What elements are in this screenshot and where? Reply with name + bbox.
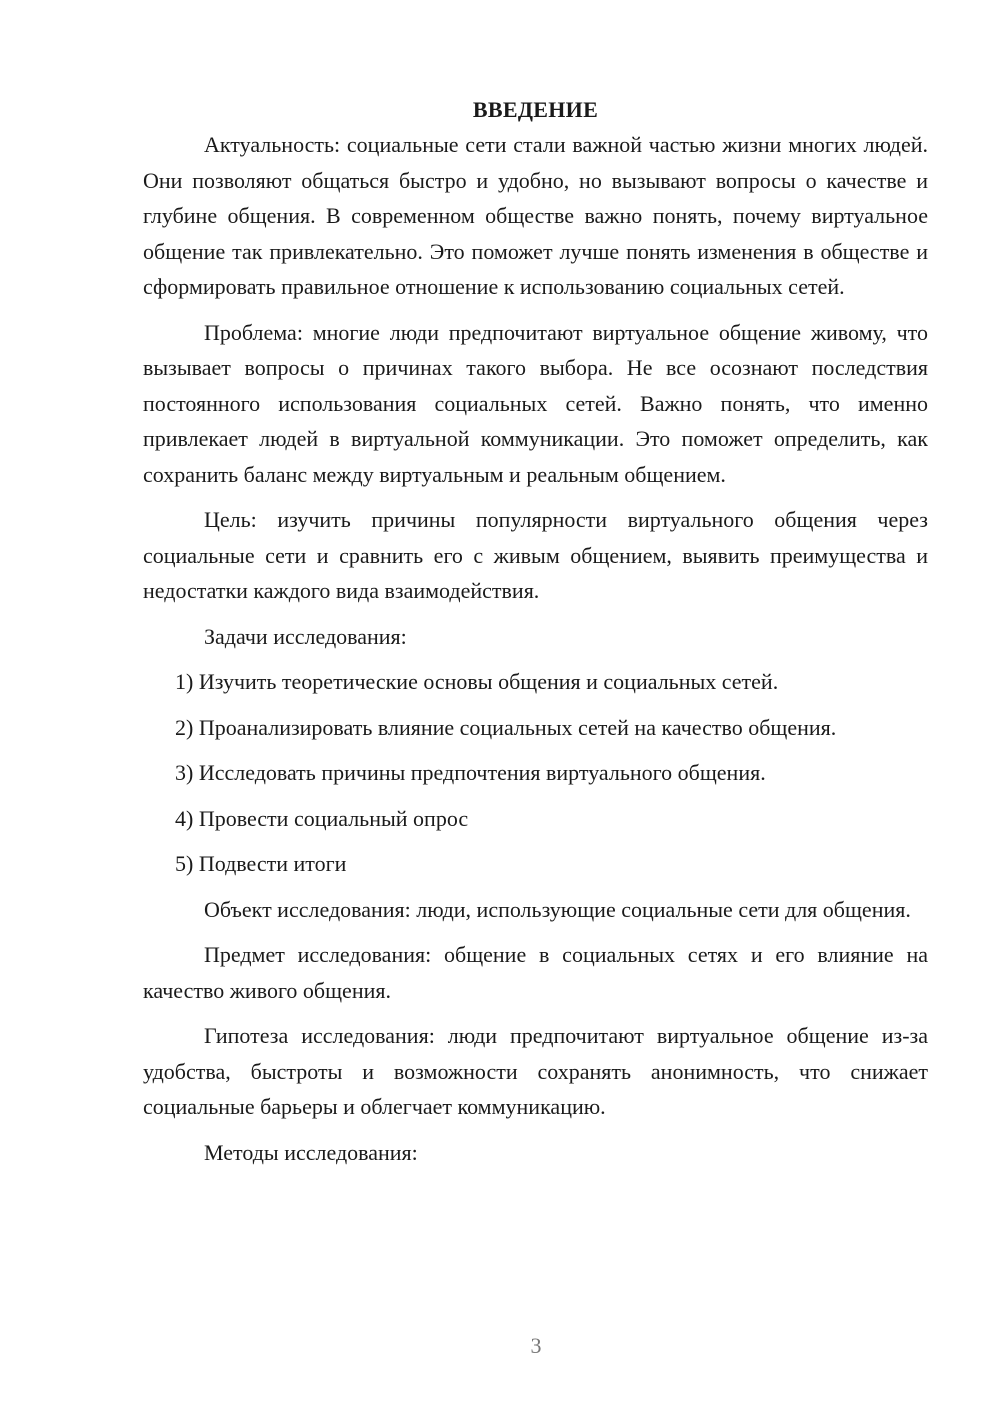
- document-page: [143, 92, 928, 1180]
- page-number: 3: [530, 1333, 542, 1358]
- list-item: 5) Подвести итоги: [175, 851, 347, 876]
- paragraph-object: Объект исследования: люди, использующие социальные сети для общения.: [204, 896, 911, 922]
- paragraph-problem: Проблема: многие люди предпочитают виртуальное общение живому, что вызывает вопросы о причинах такого выбора. Не все осознают последствия постоянного использования социальных сетей. Важно понять, что именно привлекает людей в виртуальной коммуникации. Это поможет определить, как сохранить баланс между виртуальным и реальным общением.: [143, 319, 928, 487]
- list-item: 3) Исследовать причины предпочтения виртуального общения.: [175, 760, 766, 785]
- paragraph-subject: Предмет исследования: общение в социальных сетях и его влияние на качество живого общения.: [143, 942, 928, 1003]
- list-item: 1) Изучить теоретические основы общения и социальных сетей.: [175, 669, 779, 694]
- page-title: ВВЕДЕНИЕ: [472, 97, 599, 122]
- list-item: 2) Проанализировать влияние социальных сетей на качество общения.: [175, 714, 837, 740]
- paragraph-goal: Цель: изучить причины популярности виртуального общения через социальные сети и сравнить его с живым общением, выявить преимущества и недостатки каждого вида взаимодействия.: [143, 507, 928, 603]
- paragraph-relevance: Актуальность: социальные сети стали важной частью жизни многих людей. Они позволяют общаться быстро и удобно, но вызывают вопросы о качестве и глубине общения. В современном обществе важно понять, почему виртуальное общение так привлекательно. Это поможет лучше понять изменения в обществе и сформировать правильное отношение к использованию социальных сетей.: [143, 132, 928, 299]
- list-item: 4) Провести социальный опрос: [175, 805, 469, 831]
- tasks-heading: Задачи исследования:: [204, 623, 407, 649]
- methods-heading: Методы исследования:: [204, 1139, 418, 1165]
- paragraph-hypothesis: Гипотеза исследования: люди предпочитают виртуальное общение из-за удобства, быстроты и возможности сохранять анонимность, что снижает социальные барьеры и облегчает коммуникацию.: [143, 1023, 928, 1119]
- tasks-list: [143, 664, 928, 882]
